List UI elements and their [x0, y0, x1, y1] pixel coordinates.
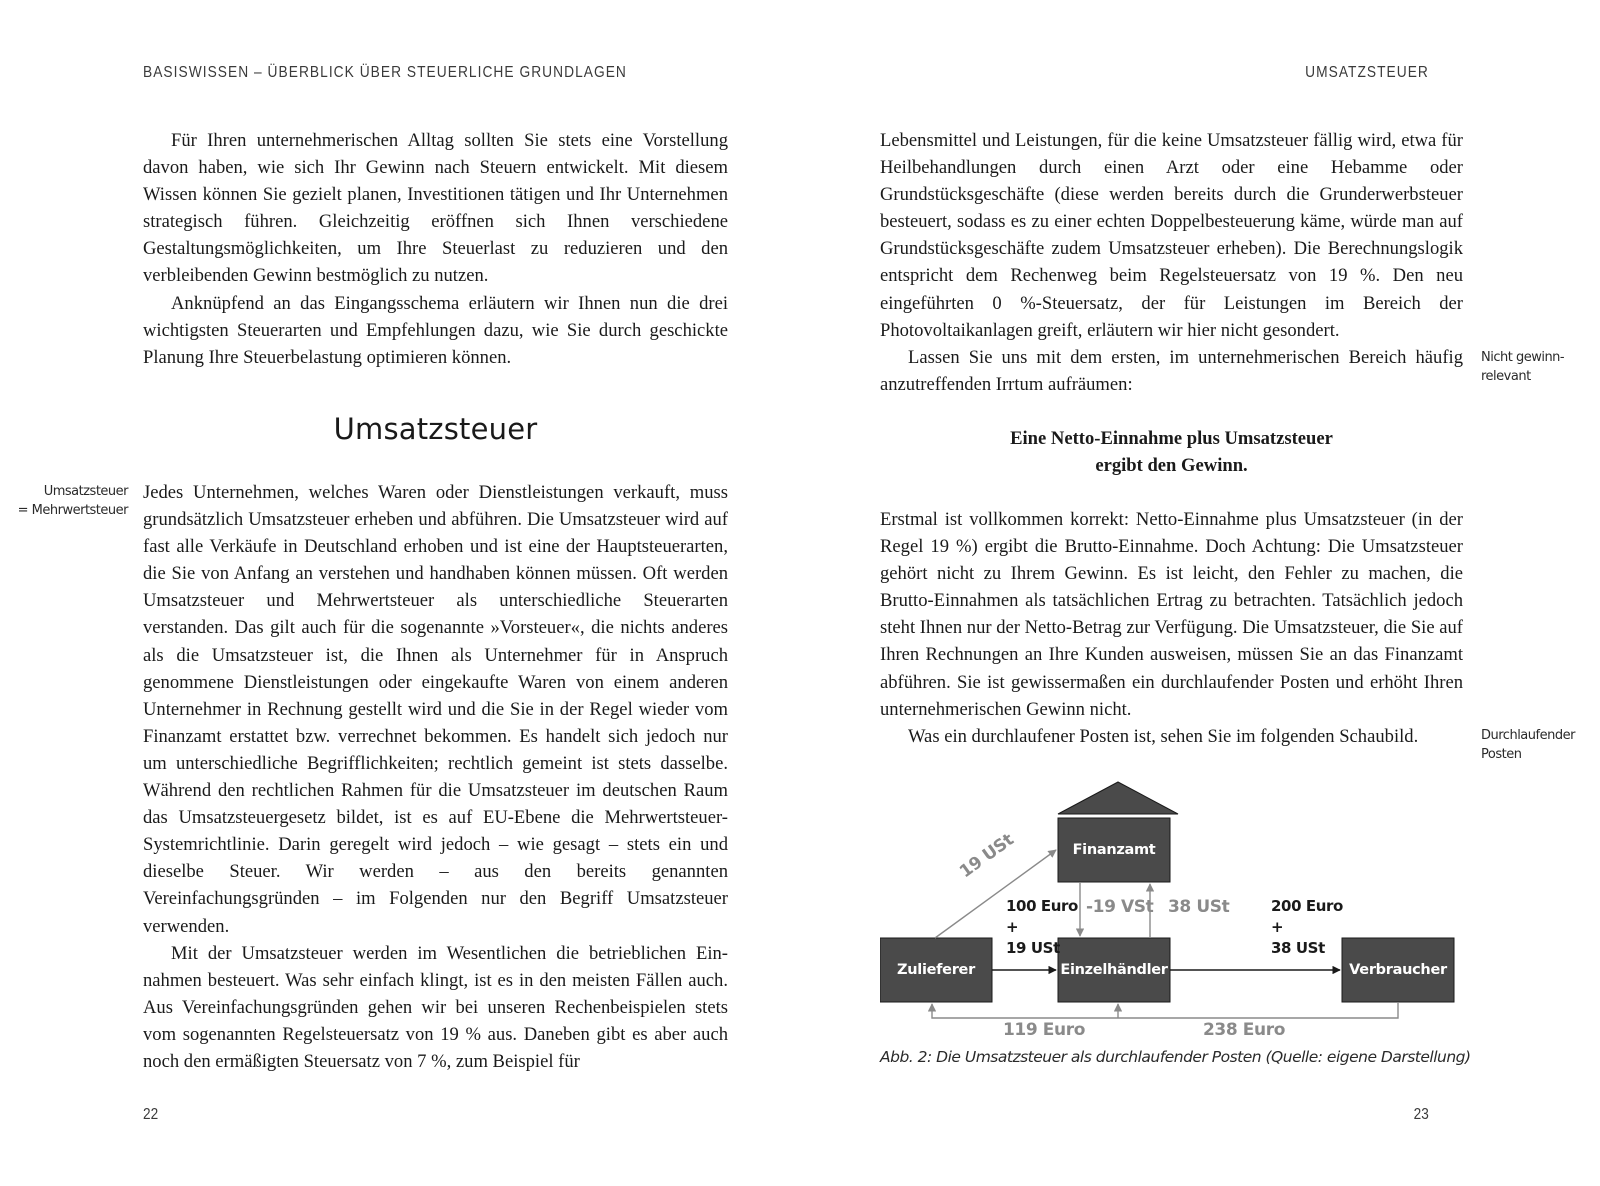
- paragraph: Was ein durchlaufener Posten ist, sehen Sie im folgenden Schaubild.: [908, 725, 1419, 747]
- paragraph: Für Ihren unternehmerischen Alltag sollten Sie stets eine Vorstellung davon haben, wie sich Ihr Gewinn nach Steuern entwickelt. Mit diesem Wissen können Sie gezielt planen, Investitionen tätigen und Ihr Unternehmen strategisch führen. Gleichzeitig eröffnen sich Ihnen verschiedene Gestaltungsmöglichkeiten, um Ihre Steuerlast zu reduzieren und den verbleibenden Gewinn bestmöglich zu nutzen.: [143, 130, 728, 287]
- paragraph: Mit der Umsatzsteuer werden im Wesentlichen die betrieblichen Einnahmen besteuert. Was sehr einfach klingt, ist es in den meisten Fällen auch. Aus Vereinfachungsgründen gehen wir bei unseren Rechenbeispielen stets vom sogenannten Regelsteuersatz von 19 % aus. Daneben gibt es aber auch noch den ermäßigten Steuersatz von 7 %, zum Beispiel für: [143, 942, 728, 1072]
- node-einzelhaendler: Einzelhändler: [1060, 962, 1168, 978]
- paragraph: Jedes Unternehmen, welches Waren oder Dienstleistungen verkauft, muss grundsätzlich Umsatzsteuer erheben und abführen. Die Umsatzsteuer wird auf fast alle Verkäufe in Deutschland erhoben und ist eine der Hauptsteuerarten, die Sie von Anfang an verstehen und handhaben können müssen. Oft werden Umsatzsteuer und Mehrwertsteuer als unterschiedliche Steuerarten verstanden. Das gilt auch für die sogenannte »Vorsteuer«, die nichts anderes als die Umsatzsteuer ist, die Ihnen als Unternehmer für in Anspruch genommene Dienstleistungen oder eingekaufte Waren von einem anderen Unternehmer in Rechnung gestellt wird und die Sie in der Regel wieder vom Finanzamt erstattet bzw. verrechnet bekommen. Es handelt sich jedoch nur um unterschiedliche Begrifflichkeiten; rechtlich gemeint ist stets dasselbe. Während den rechtlichen Rahmen für die Umsatzsteuer im deutschen Raum das Umsatzsteuergesetz bildet, ist es auf EU-Ebene die Mehrwertsteuer-Systemrichtlinie. Darin geregelt wird jedoch – wie gesagt – stets ein und dieselbe Steuer. Wir werden – aus den bereits genannten Vereinfachungsgründen – im Folgenden nur den Begriff Umsatzsteuer verwenden.: [143, 482, 728, 937]
- paragraph: Erstmal ist vollkommen korrekt: Netto-Einnahme plus Umsatzsteuer (in der Regel 19 %) ergibt die Brutto-Einnahme. Doch Achtung: Die Umsatzsteuer gehört nicht zu Ihrem Gewinn. Es ist leicht, den Fehler zu machen, die Brutto-Einnahmen als tatsächlichen Ertrag zu betrachten. Tatsächlich jedoch steht Ihnen nur der Netto-Betrag zur Verfügung. Die Umsatzsteuer, die Sie auf Ihren Rechnungen an Ihre Kunden ausweisen, müssen Sie an das Finanzamt abführen. Sie ist gewissermaßen ein durchlaufender Posten und erhöht Ihren unternehmerischen Gewinn nicht.: [880, 509, 1463, 720]
- margin-note-line: Nicht gewinn-: [1481, 350, 1565, 365]
- margin-note-nicht-gewinnrelevant: [1481, 348, 1564, 386]
- label-sale-amount: [1271, 896, 1343, 959]
- label-38-ust: 38 USt: [1168, 897, 1230, 917]
- callout-line: Eine Netto-Einnahme plus Umsatzsteuer: [1010, 428, 1333, 449]
- running-head-left: BASISWISSEN – ÜBERBLICK ÜBER STEUERLICHE GRUNDLAGEN: [143, 64, 627, 81]
- label-minus-19-vst: -19 VSt: [1086, 897, 1154, 917]
- node-zulieferer: Zulieferer: [897, 962, 975, 978]
- label-line: +: [1006, 918, 1019, 936]
- label-line: 38 USt: [1271, 939, 1325, 957]
- finanzamt-roof: [1058, 782, 1178, 814]
- margin-note-umsatzsteuer: [18, 482, 128, 520]
- margin-note-line: = Mehrwertsteuer: [17, 503, 128, 518]
- vat-flow-diagram: [880, 780, 1470, 1080]
- node-finanzamt: Finanzamt: [1072, 842, 1156, 858]
- label-line: 19 USt: [1006, 939, 1060, 957]
- margin-note-line: Posten: [1481, 747, 1522, 762]
- label-238-euro: 238 Euro: [1203, 1020, 1285, 1040]
- running-head-right: UMSATZSTEUER: [1305, 64, 1429, 81]
- margin-note-line: Umsatzsteuer: [43, 484, 128, 499]
- margin-note-line: Durchlaufender: [1481, 728, 1575, 743]
- label-19-ust-diagonal: 19 USt: [956, 829, 1018, 883]
- margin-note-durchlaufender-posten: [1481, 726, 1575, 764]
- paragraph: Lebensmittel und Leistungen, für die keine Umsatzsteuer fällig wird, etwa für Heilbehandlungen durch einen Arzt oder eine Hebamme oder Grundstücksgeschäfte (diese werden bereits durch die Grunderwerbsteuer besteuert, sodass es zu einer echten Doppelbesteuerung käme, würde man auf Grundstücksgeschäfte zudem Umsatzsteuer erheben). Die Berechnungslogik entspricht dem Rechenweg beim Regelsteuersatz von 19 %. Den neu eingeführten 0 %-Steuersatz, der für Leistungen im Bereich der Photovoltaikanlagen greift, erläutern wir hier nicht gesondert.: [880, 130, 1463, 341]
- label-line: 100 Euro: [1006, 897, 1078, 915]
- paragraph: Anknüpfend an das Eingangsschema erläutern wir Ihnen nun die drei wichtigsten Steuerarten und Empfehlungen dazu, wie Sie durch geschickte Planung Ihre Steuerbelastung optimieren können.: [143, 292, 728, 368]
- callout-quote: [880, 425, 1463, 479]
- right-top-text: [880, 127, 1463, 398]
- label-line: 200 Euro: [1271, 897, 1343, 915]
- callout-line: ergibt den Gewinn.: [1095, 455, 1248, 477]
- node-verbraucher: Verbraucher: [1349, 962, 1447, 978]
- section-title: Umsatzsteuer: [333, 412, 538, 446]
- page-number-left: 22: [143, 1106, 159, 1123]
- label-line: +: [1271, 918, 1284, 936]
- right-bottom-text: [880, 506, 1463, 750]
- left-section-text: [143, 479, 728, 1075]
- figure-caption: Abb. 2: Die Umsatzsteuer als durchlaufender Posten (Quelle: eigene Darstellung): [880, 1048, 1471, 1066]
- paragraph: Lassen Sie uns mit dem ersten, im unternehmerischen Bereich häufig anzutreffenden Irrtum aufräumen:: [880, 346, 1463, 395]
- margin-note-line: relevant: [1481, 369, 1531, 384]
- label-purchase-amount: [1006, 896, 1078, 959]
- label-119-euro: 119 Euro: [1003, 1020, 1085, 1040]
- left-intro-text: [143, 127, 728, 371]
- diagram-graphics: [880, 780, 1470, 1080]
- page-number-right: 23: [1413, 1106, 1429, 1123]
- payment-line: [932, 1002, 1398, 1018]
